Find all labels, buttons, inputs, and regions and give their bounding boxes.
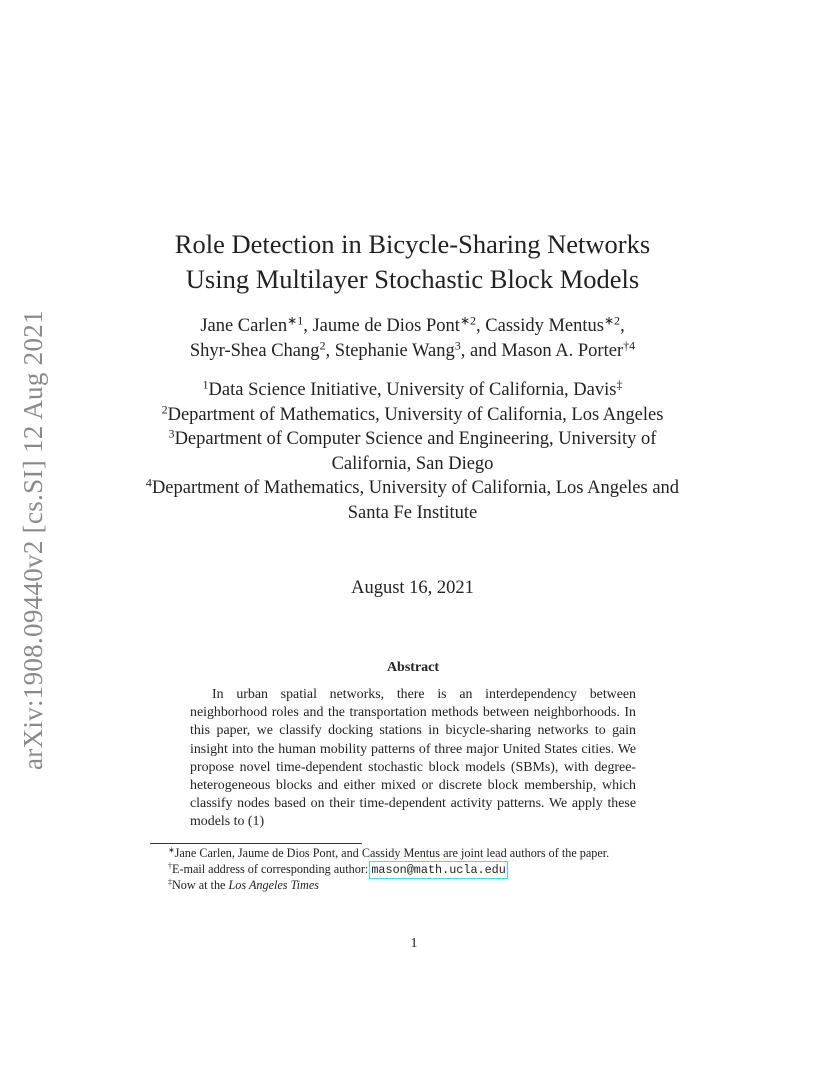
affiliation-4 — [145, 476, 680, 525]
abstract-heading: Abstract — [386, 660, 440, 675]
title-line-1: Role Detection in Bicycle-Sharing Networks — [174, 229, 651, 259]
author-name: Shyr-Shea Chang — [189, 341, 320, 361]
author-mark: ∗1 — [287, 313, 304, 328]
footnote-email — [150, 862, 680, 879]
author-mark: †4 — [623, 338, 636, 353]
affiliation-text: Department of Mathematics, University of California, Los Angeles — [167, 404, 664, 425]
affiliation-mark: 1 — [202, 377, 209, 392]
footnote-text: E-mail address of corresponding author: — [171, 861, 372, 876]
title-line-2: Using Multilayer Stochastic Block Models — [185, 264, 640, 294]
author-mark: 2 — [319, 338, 326, 353]
email-link[interactable]: mason@math.ucla.edu — [371, 862, 506, 877]
affiliation-note-mark: ‡ — [616, 377, 623, 392]
author-name: Jane Carlen — [200, 316, 288, 336]
publication-date: August 16, 2021 — [351, 578, 474, 598]
author-name: , and Mason A. Porter — [460, 341, 624, 361]
author-mark: ∗2 — [603, 313, 621, 328]
author-name: , Jaume de Dios Pont — [303, 316, 460, 336]
page-number: 1 — [410, 936, 418, 951]
affiliation-mark: 4 — [145, 475, 152, 490]
abstract-text: In urban spatial networks, there is an interdependency between neighborhood roles and the transportation methods between neighborhoods. In this paper, we classify docking stations in bicycle-sharing networks to gain insight into the human mobility patterns of three major United States cities. We propose novel time-dependent stochastic block models (SBMs), with degree-heterogeneous blocks and either mixed or discrete block membership, which classify nodes based on their time-dependent activity patterns. We apply these models to (1) — [190, 687, 636, 830]
affiliation-mark: 3 — [168, 426, 175, 441]
author-name: , Cassidy Mentus — [476, 316, 604, 336]
footnote-mark: ∗ — [168, 845, 175, 855]
footnote-mark: † — [168, 861, 172, 871]
affiliation-3 — [145, 427, 680, 476]
paper-title — [145, 227, 680, 297]
footnote-text: Now at the — [171, 878, 229, 892]
author-separator: , — [620, 316, 625, 336]
author-list — [145, 314, 680, 364]
affiliation-1 — [145, 378, 680, 403]
arxiv-identifier: arXiv:1908.09440v2 [cs.SI] 12 Aug 2021 — [18, 310, 48, 770]
affiliation-text: Department of Computer Science and Engineering, University of California, San Diego — [174, 429, 657, 474]
footnote-divider — [150, 843, 362, 844]
author-name: , Stephanie Wang — [325, 341, 455, 361]
author-mark: ∗2 — [459, 313, 477, 328]
footnote-italic-text: Los Angeles Times — [228, 878, 320, 892]
author-mark: 3 — [454, 338, 461, 353]
affiliation-text: Data Science Initiative, University of California, Davis — [208, 380, 617, 400]
affiliation-2 — [145, 403, 680, 428]
footnotes — [150, 846, 680, 894]
footnote-text: Jane Carlen, Jaume de Dios Pont, and Cassidy Mentus are joint lead authors of the paper. — [174, 846, 610, 860]
footnote-joint-authors — [150, 846, 680, 862]
footnote-mark: ‡ — [168, 877, 172, 887]
affiliation-text: Department of Mathematics, University of California, Los Angeles and Santa Fe Institute — [151, 478, 680, 523]
affiliation-mark: 2 — [161, 401, 168, 416]
footnote-affiliation-note — [150, 878, 680, 894]
affiliation-list — [145, 378, 680, 525]
